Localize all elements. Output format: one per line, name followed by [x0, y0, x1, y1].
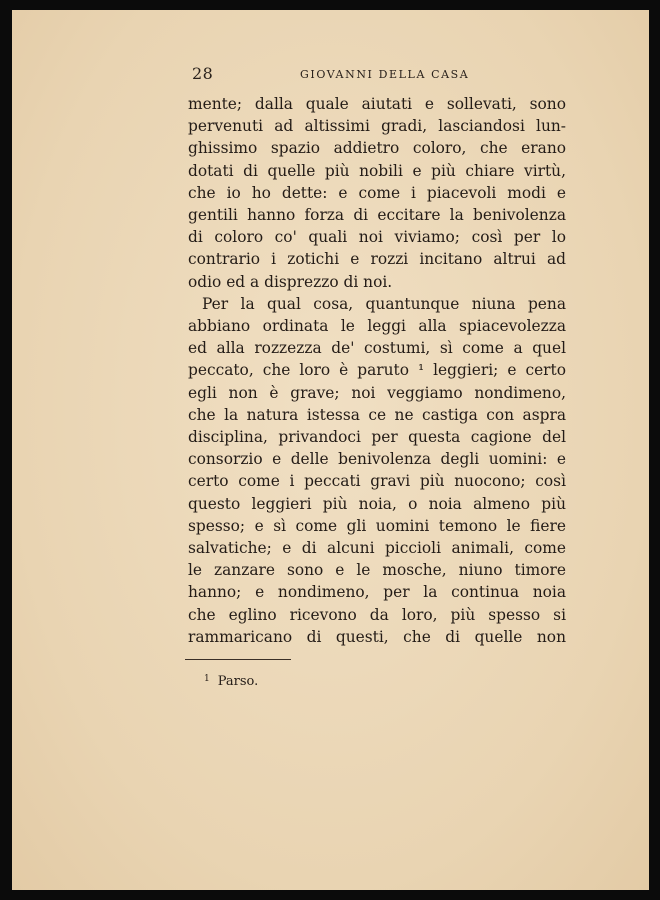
text-line: spesso; e sì come gli uomini temono le fiere: [188, 516, 566, 535]
text-line: abbiano ordinata le leggi alla spiacevolezza: [188, 317, 566, 336]
text-line: certo come i peccati gravi più nuocono; così: [188, 472, 566, 491]
footnote-marker: 1: [204, 674, 210, 684]
text-line: odio ed a disprezzo di noi.: [188, 272, 393, 291]
text-line: consorzio e delle benivolenza degli uomini: e: [188, 450, 566, 469]
text-line: che eglino ricevono da loro, più spesso si: [188, 605, 566, 624]
text-line: gentili hanno forza di eccitare la benivolenza: [188, 206, 566, 225]
text-line: egli non è grave; noi veggiamo nondimeno,: [188, 383, 566, 402]
text-line: che io ho dette: e come i piacevoli modi e: [188, 183, 566, 202]
text-line: pervenuti ad altissimi gradi, lasciandosi lun-: [188, 117, 566, 136]
text-line: disciplina, privandoci per questa cagione del: [188, 428, 566, 447]
text-line: dotati di quelle più nobili e più chiare virtù,: [188, 161, 566, 180]
text-line: ed alla rozzezza de' costumi, sì come a quel: [188, 339, 566, 358]
text-line: che la natura istessa ce ne castiga con aspra: [188, 405, 566, 424]
footnote-divider: [185, 659, 291, 660]
text-line: Per la qual cosa, quantunque niuna pena: [202, 294, 566, 313]
page-header: [192, 64, 572, 86]
running-title: GIOVANNI DELLA CASA: [300, 68, 470, 81]
body-text: [188, 93, 566, 648]
text-line: ghissimo spazio addietro coloro, che erano: [188, 139, 566, 158]
footnote: [204, 674, 258, 689]
book-page: [12, 10, 649, 890]
text-line: di coloro co' quali noi viviamo; così per lo: [188, 228, 566, 247]
page-number: 28: [192, 64, 214, 83]
text-line: le zanzare sono e le mosche, niuno timore: [188, 561, 566, 580]
text-line: contrario i zotichi e rozzi incitano altrui ad: [188, 250, 566, 269]
text-line: questo leggieri più noia, o noia almeno più: [188, 494, 566, 513]
text-line: mente; dalla quale aiutati e sollevati, sono: [188, 95, 566, 113]
text-line: salvatiche; e di alcuni piccioli animali, come: [188, 539, 566, 558]
text-line: peccato, che loro è paruto ¹ leggieri; e certo: [188, 361, 566, 380]
footnote-text: Parso.: [217, 674, 259, 689]
text-line: rammaricano di questi, che di quelle non: [188, 627, 566, 646]
text-line: hanno; e nondimeno, per la continua noia: [188, 583, 566, 602]
